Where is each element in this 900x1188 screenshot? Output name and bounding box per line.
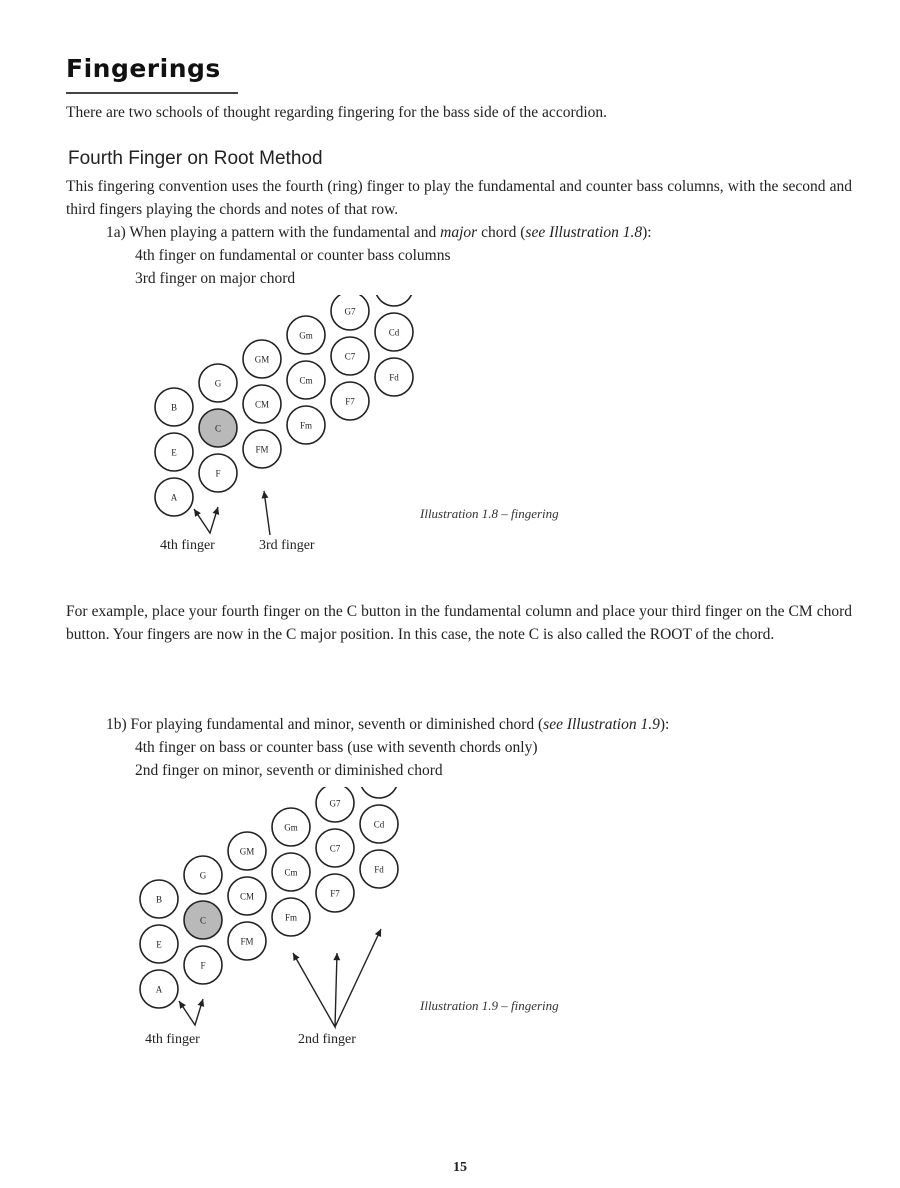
fig2-caption: Illustration 1.9 – fingering <box>420 998 559 1013</box>
svg-text:Cd: Cd <box>373 819 385 830</box>
step-1a-line1: 4th finger on fundamental or counter bass columns <box>135 247 451 264</box>
bass-button-Gm <box>287 316 325 354</box>
bass-button-Gm <box>272 808 310 846</box>
svg-text:E: E <box>171 447 177 458</box>
svg-text:Fd: Fd <box>389 372 399 383</box>
bass-button-G7 <box>316 787 354 822</box>
step-1b-line2: 2nd finger on minor, seventh or diminished chord <box>135 762 443 779</box>
bass-button-Fm <box>272 898 310 936</box>
bass-button-FM <box>243 430 281 468</box>
step-1b-prefix: 1b) For playing fundamental and minor, seventh or diminished chord ( <box>106 716 544 733</box>
bass-button-E <box>140 925 178 963</box>
bass-button-Fm <box>287 406 325 444</box>
svg-text:Gm: Gm <box>284 822 298 833</box>
page-title: Fingerings <box>66 54 221 83</box>
bass-button-G <box>199 364 237 402</box>
bass-button-Cm <box>287 361 325 399</box>
bass-button-C <box>184 901 222 939</box>
svg-text:CM: CM <box>239 891 255 902</box>
bass-button-G7 <box>331 295 369 330</box>
fig1-caption: Illustration 1.8 – fingering <box>420 506 559 521</box>
step-1a-em-major: major <box>440 224 478 241</box>
fig2-label-2nd-finger: 2nd finger <box>298 1032 356 1047</box>
svg-text:F: F <box>215 468 221 479</box>
svg-text:B: B <box>155 894 163 905</box>
svg-text:C: C <box>199 915 207 926</box>
svg-text:Fd: Fd <box>374 864 384 875</box>
bass-button-F7 <box>331 382 369 420</box>
step-1a-mid: chord ( <box>477 224 526 241</box>
bass-button-F <box>199 454 237 492</box>
svg-text:F7: F7 <box>345 396 355 407</box>
finger-arrow <box>293 929 381 1027</box>
bass-button-Cd <box>375 313 413 351</box>
svg-text:FM: FM <box>255 444 269 455</box>
svg-text:Gm: Gm <box>299 330 313 341</box>
svg-text:B: B <box>170 402 178 413</box>
svg-text:F: F <box>200 960 206 971</box>
title-underline <box>66 92 238 94</box>
section-heading: Fourth Finger on Root Method <box>68 148 323 169</box>
svg-text:Cm: Cm <box>299 375 313 386</box>
bass-button-Fd <box>360 850 398 888</box>
bass-button-B <box>140 880 178 918</box>
bass-button-Cm <box>272 853 310 891</box>
step-1b-ref: see Illustration 1.9 <box>543 716 660 733</box>
bass-button-GM <box>228 832 266 870</box>
svg-text:E: E <box>156 939 162 950</box>
arrow-head <box>262 491 269 499</box>
step-1a-suffix: ): <box>642 224 652 241</box>
bass-button-Cd <box>360 805 398 843</box>
svg-text:C: C <box>214 423 222 434</box>
svg-text:CM: CM <box>254 399 270 410</box>
bass-button-diagram-1 <box>140 295 440 565</box>
bass-button-GM <box>243 340 281 378</box>
svg-text:F7: F7 <box>330 888 340 899</box>
fig2-label-4th-finger: 4th finger <box>145 1032 200 1047</box>
step-1a-prefix: 1a) When playing a pattern with the fundamental and <box>106 224 441 241</box>
page-number: 15 <box>453 1160 467 1175</box>
svg-text:Fm: Fm <box>284 912 298 923</box>
svg-text:C7: C7 <box>329 843 341 854</box>
bass-button-G <box>184 856 222 894</box>
bass-button-FM <box>228 922 266 960</box>
svg-text:G7: G7 <box>329 798 341 809</box>
bass-button-A <box>155 478 193 516</box>
step-1a <box>106 221 846 244</box>
arrow-head <box>194 509 201 517</box>
bass-button-CM <box>243 385 281 423</box>
step-1b-suffix: ): <box>659 716 670 733</box>
svg-text:Cm: Cm <box>284 867 298 878</box>
svg-text:A: A <box>155 984 163 995</box>
svg-text:FM: FM <box>240 936 254 947</box>
bass-button-diagram-2 <box>125 787 425 1057</box>
bass-button-Gd <box>375 295 413 306</box>
svg-text:GM: GM <box>239 846 255 857</box>
fig1-label-3rd-finger: 3rd finger <box>259 538 315 553</box>
svg-text:C7: C7 <box>344 351 356 362</box>
svg-text:G: G <box>199 870 207 881</box>
svg-text:Cd: Cd <box>388 327 400 338</box>
bass-button-Gd <box>360 787 398 798</box>
bass-button-C7 <box>316 829 354 867</box>
arrow-head <box>179 1001 186 1009</box>
svg-text:Fm: Fm <box>299 420 313 431</box>
section-paragraph: This fingering convention uses the fourth (ring) finger to play the fundamental and counter bass columns, with the second and third fingers playing the chords and notes of that row. <box>66 178 852 218</box>
example-paragraph: For example, place your fourth finger on the C button in the fundamental column and place your third finger on the CM chord button. Your fingers are now in the C major position. In this case, the note C is also called the ROOT of the chord. <box>66 603 852 643</box>
bass-button-C7 <box>331 337 369 375</box>
bass-button-CM <box>228 877 266 915</box>
svg-text:G: G <box>214 378 222 389</box>
step-1b <box>106 713 846 736</box>
bass-button-A <box>140 970 178 1008</box>
intro-paragraph: There are two schools of thought regarding fingering for the bass side of the accordion. <box>66 104 608 121</box>
bass-button-F <box>184 946 222 984</box>
step-1b-line1: 4th finger on bass or counter bass (use with seventh chords only) <box>135 739 538 756</box>
arrow-head <box>333 953 340 960</box>
bass-button-B <box>155 388 193 426</box>
bass-button-F7 <box>316 874 354 912</box>
step-1a-ref: see Illustration 1.8 <box>525 224 643 241</box>
bass-button-Fd <box>375 358 413 396</box>
fig1-label-4th-finger: 4th finger <box>160 538 215 553</box>
svg-text:GM: GM <box>254 354 270 365</box>
bass-button-E <box>155 433 193 471</box>
step-1a-line2: 3rd finger on major chord <box>135 270 296 287</box>
svg-text:G7: G7 <box>344 306 356 317</box>
svg-text:A: A <box>170 492 178 503</box>
bass-button-C <box>199 409 237 447</box>
